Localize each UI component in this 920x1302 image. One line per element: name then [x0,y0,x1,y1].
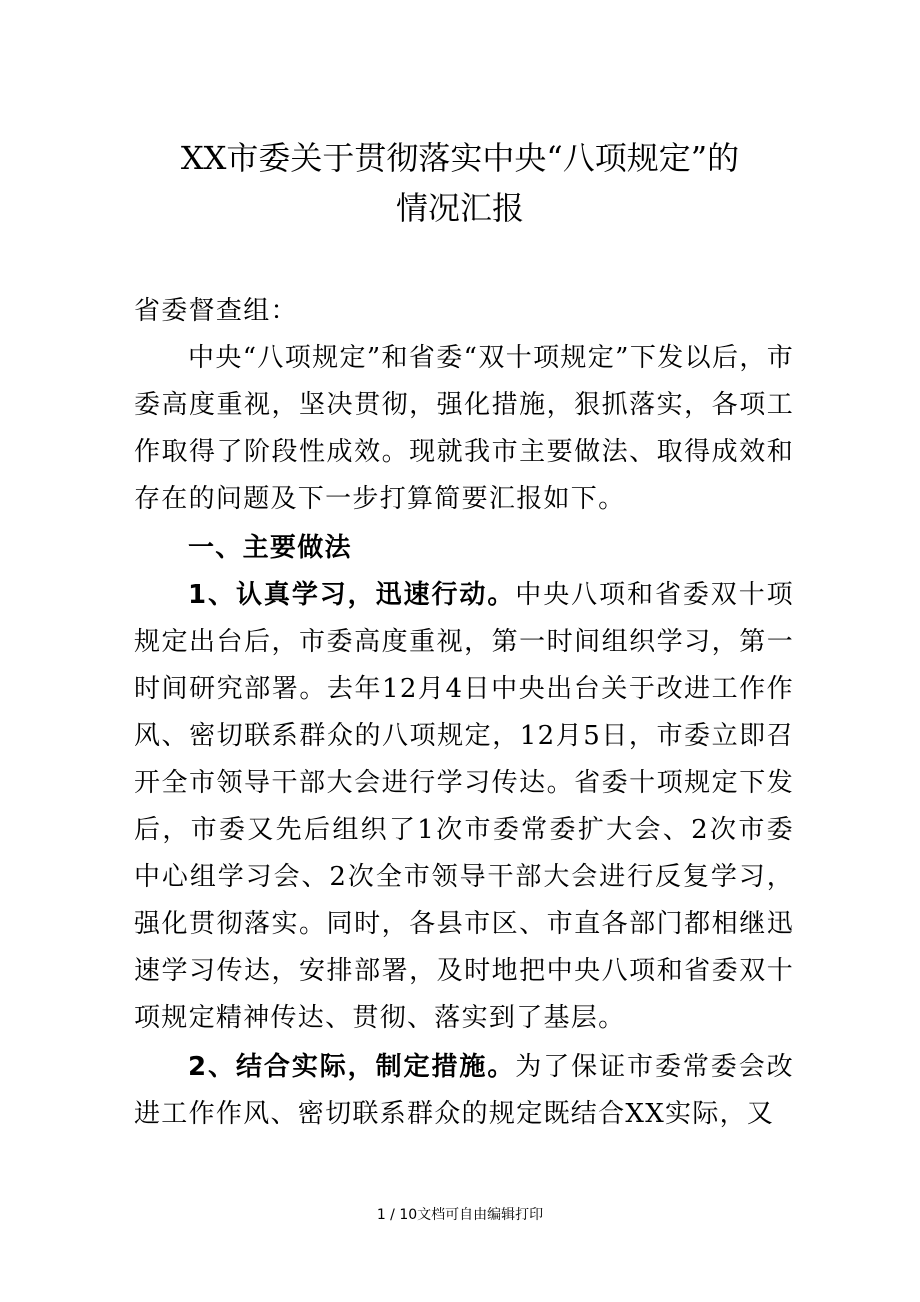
item-1-paragraph [134,572,794,1042]
item-1-body: 中央八项和省委双十项规定出台后，市委高度重视，第一时间组织学习，第一时间研究部署。去年12月4日中央出台关于改进工作作风、密切联系群众的八项规定，12月5日，市委立即召开全市领导干部大会进行学习传达。省委十项规定下发后，市委又先后组织了1次市委常委扩大会、2次市委中心组学习会、2次全市领导干部大会进行反复学习，强化贯彻落实。同时，各县市区、市直各部门都相继迅速学习传达，安排部署，及时地把中央八项和省委双十项规定精神传达、贯彻、落实到了基层。 [134,580,794,1033]
section-heading: 一、主要做法 [188,533,352,563]
item-2-heading: 2、结合实际，制定措施。 [188,1052,516,1082]
document-title: XX市委关于贯彻落实中央“八项规定”的 [180,139,740,177]
item-1-heading: 1、认真学习，迅速行动。 [188,580,516,610]
item-2-paragraph [134,1044,794,1138]
document-body [134,288,794,1138]
salutation: 省委督查组： [134,296,298,326]
document-title-line2: 情况汇报 [395,189,524,227]
intro-paragraph: 中央“八项规定”和省委“双十项规定”下发以后，市委高度重视，坚决贯彻，强化措施，狠抓落实，各项工作取得了阶段性成效。现就我市主要做法、取得成效和存在的问题及下一步打算简要汇报如下。 [134,343,794,514]
page-footer: 1 / 10文档可自由编辑打印 [376,1207,544,1223]
item-2-body: 为了保证市委常委会改进工作作风、密切联系群众的规定既结合XX实际，又 [134,1052,794,1129]
